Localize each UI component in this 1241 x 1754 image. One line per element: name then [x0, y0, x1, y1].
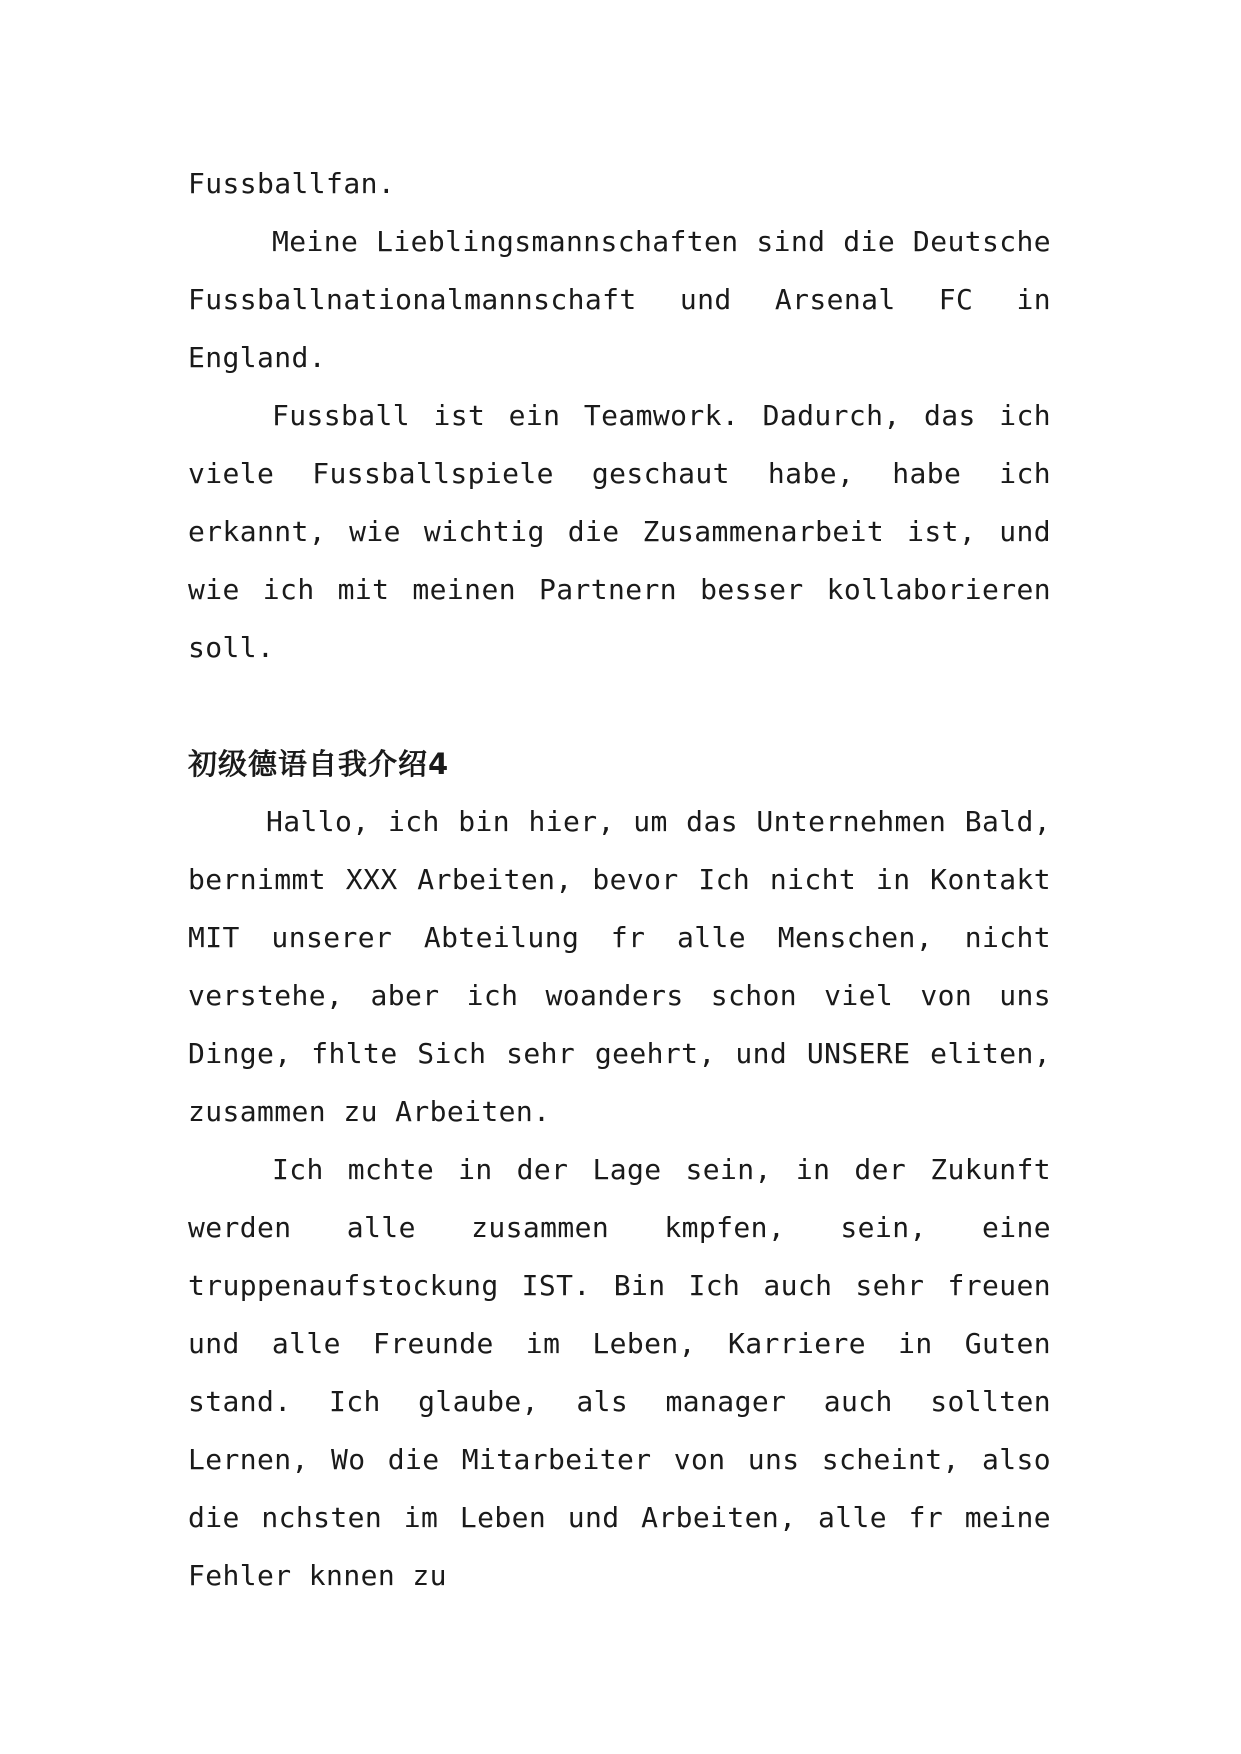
document-page — [188, 155, 1051, 1605]
paragraph-introduction: Hallo, ich bin hier, um das Unternehmen Bald, bernimmt XXX Arbeiten, bevor Ich nicht in Kontakt MIT unserer Abteilung fr alle Menschen, nicht verstehe, aber ich woanders schon viel von uns Dinge, fhlte Sich sehr geehrt, und UNSERE eliten, zusammen zu Arbeiten. — [188, 805, 1051, 1128]
paragraph-favorite-teams: Meine Lieblingsmannschaften sind die Deutsche Fussballnationalmannschaft und Arsenal FC in England. — [188, 225, 1051, 374]
paragraph-future: Ich mchte in der Lage sein, in der Zukunft werden alle zusammen kmpfen, sein, eine truppenaufstockung IST. Bin Ich auch sehr freuen und alle Freunde im Leben, Karriere in Guten stand. Ich glaube, als manager auch sollten Lernen, Wo die Mitarbeiter von uns scheint, also die nchsten im Leben und Arbeiten, alle fr meine Fehler knnen zu — [188, 1153, 1051, 1592]
paragraph-continuation: Fussballfan. — [188, 167, 396, 200]
section-heading: 初级德语自我介绍4 — [188, 747, 450, 781]
paragraph-teamwork: Fussball ist ein Teamwork. Dadurch, das ich viele Fussballspiele geschaut habe, habe ich erkannt, wie wichtig die Zusammenarbeit ist, und wie ich mit meinen Partnern besser kollaborieren soll. — [188, 399, 1051, 664]
